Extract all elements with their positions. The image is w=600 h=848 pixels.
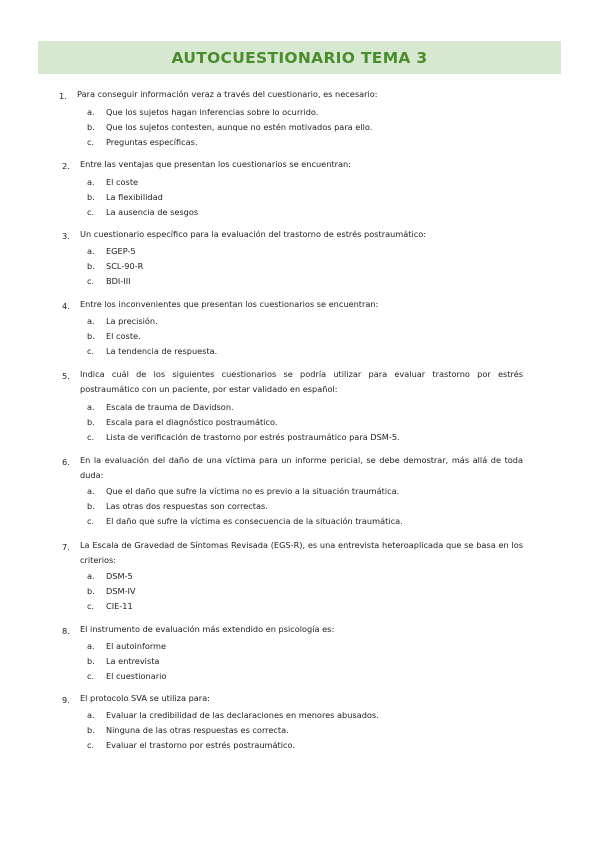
question-number: 4. [62,301,70,311]
question-text: La Escala de Gravedad de Síntomas Revisada (EGS-R), es una entrevista heteroaplicada que se basa en los criterios: [80,540,523,565]
page-title: AUTOCUESTIONARIO TEMA 3 [171,48,428,67]
question-number: 9. [62,695,70,705]
question-number: 3. [62,231,70,241]
question-number: 5. [62,371,70,381]
question-text: Para conseguir información veraz a través del cuestionario, es necesario: [77,89,378,99]
question-number: 1. [59,91,67,101]
question-text: Entre los inconvenientes que presentan los cuestionarios se encuentran: [80,299,379,309]
question-text: El instrumento de evaluación más extendido en psicología es: [80,624,335,634]
question-number: 7. [62,542,70,552]
question-text: En la evaluación del daño de una víctima para un informe pericial, se debe demostrar, más allá de toda duda: [80,455,523,480]
question-number: 6. [62,457,70,467]
title-banner [38,41,561,74]
question-number: 8. [62,626,70,636]
question-text: Un cuestionario específico para la evaluación del trastorno de estrés postraumático: [80,229,427,239]
question-text: Entre las ventajas que presentan los cuestionarios se encuentran: [80,159,351,169]
question-number: 2. [62,161,70,171]
question-text: Indica cuál de los siguientes cuestionarios se podría utilizar para evaluar trastorno por estrés postraumático con un paciente, por estar validado en español: [80,369,523,394]
question-text: El protocolo SVA se utiliza para: [80,693,210,703]
